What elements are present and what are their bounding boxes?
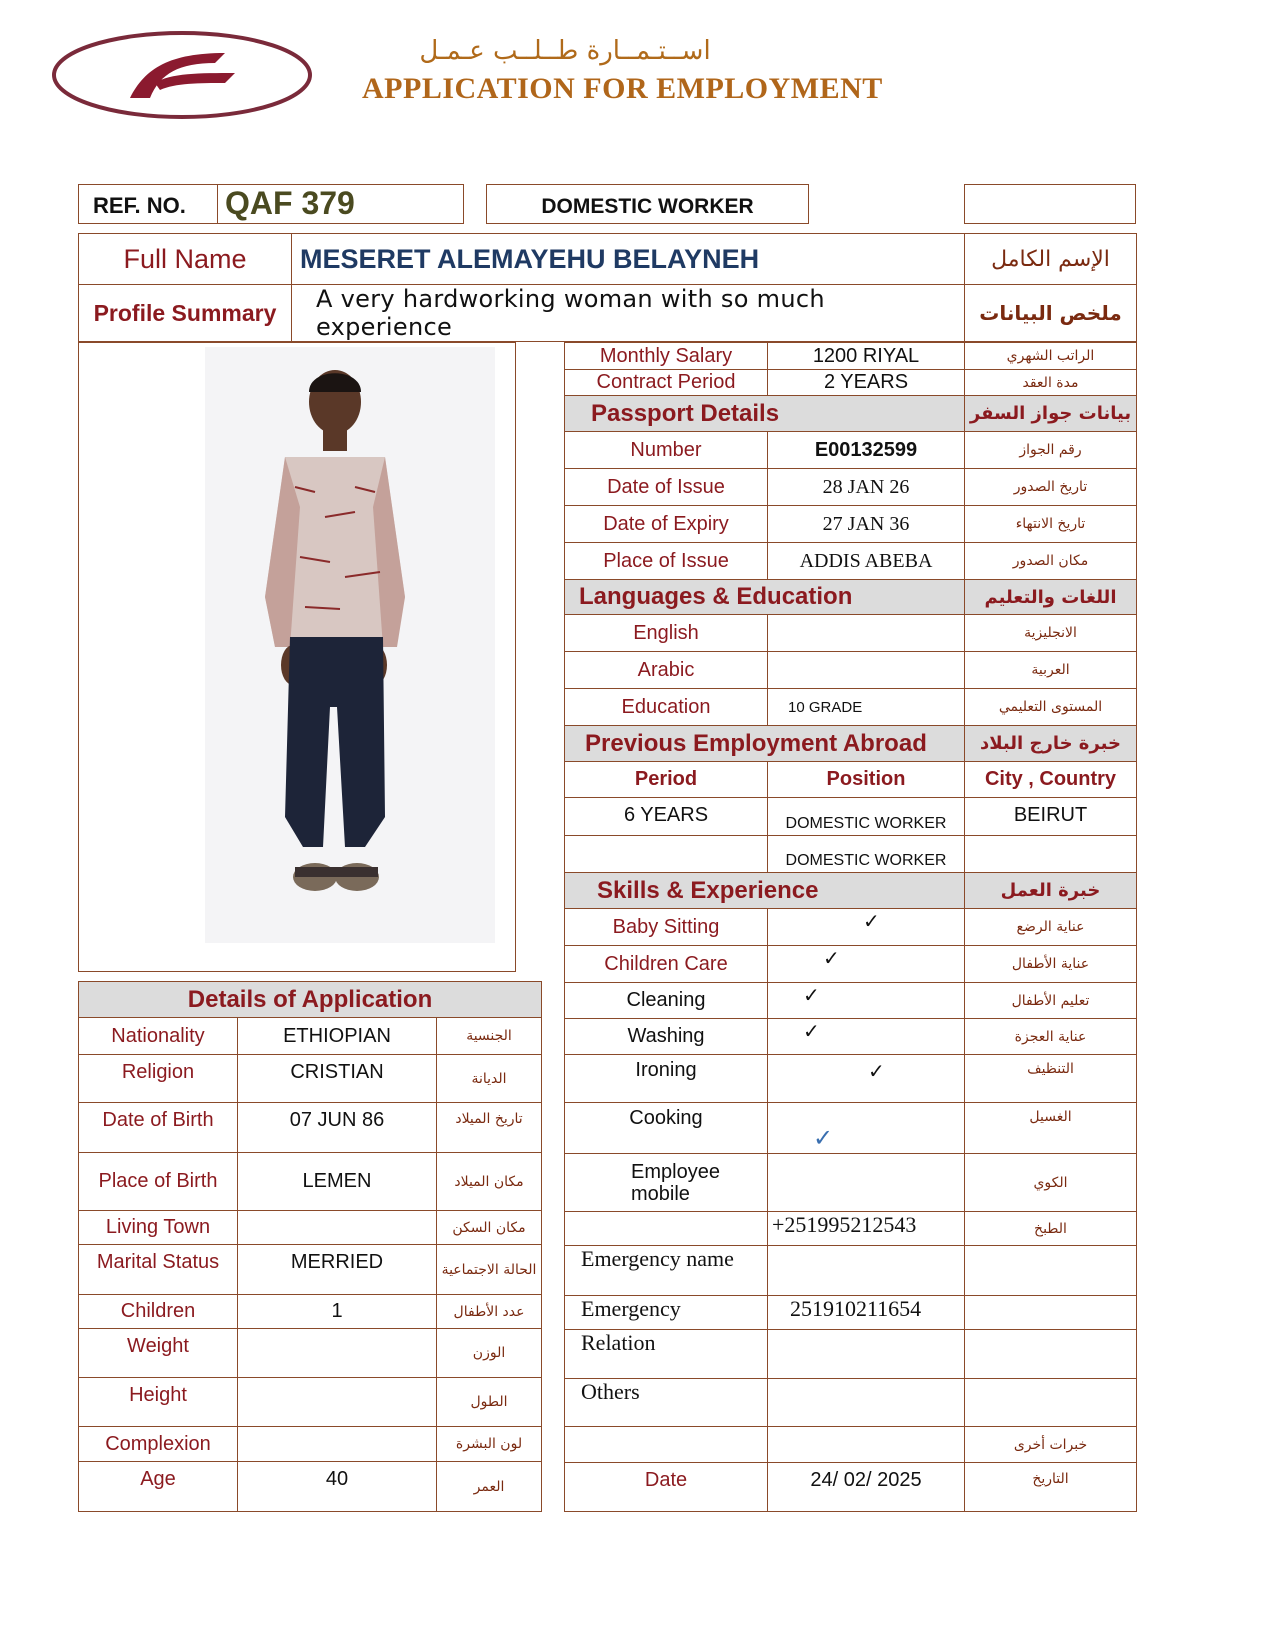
complexion-value bbox=[238, 1427, 437, 1462]
relation-arabic bbox=[965, 1330, 1137, 1379]
skill-children-care-check: ✓ bbox=[768, 946, 965, 983]
living-town-arabic: مكان السكن bbox=[437, 1211, 542, 1245]
skill-cleaning-arabic: تعليم الأطفال bbox=[965, 983, 1137, 1019]
weight-value bbox=[238, 1329, 437, 1378]
other-exp-blank-2 bbox=[768, 1427, 965, 1463]
education-label: Education bbox=[565, 689, 768, 726]
relation-label: Relation bbox=[565, 1330, 768, 1379]
place-of-issue-value: ADDIS ABEBA bbox=[768, 543, 965, 580]
date-of-birth-arabic: تاريخ الميلاد bbox=[437, 1103, 542, 1153]
other-experience-arabic: خبرات أخرى bbox=[965, 1427, 1137, 1463]
english-arabic: الانجليزية bbox=[965, 615, 1137, 652]
emergency-value: 251910211654 bbox=[768, 1296, 965, 1330]
monthly-salary-arabic: الراتب الشهري bbox=[965, 343, 1137, 370]
passport-number-label: Number bbox=[565, 432, 768, 469]
age-value: 40 bbox=[238, 1462, 437, 1512]
date-of-issue-arabic: تاريخ الصدور bbox=[965, 469, 1137, 506]
employment-header-city: City , Country bbox=[965, 762, 1137, 798]
photo-frame bbox=[78, 342, 516, 972]
height-arabic: الطول bbox=[437, 1378, 542, 1427]
employee-mobile-blank bbox=[768, 1154, 965, 1212]
right-table bbox=[564, 342, 1137, 1512]
emergency-arabic bbox=[965, 1296, 1137, 1330]
blank-box bbox=[964, 184, 1136, 224]
skill-ironing-check: ✓ bbox=[768, 1055, 965, 1103]
languages-section-title: Languages & Education bbox=[565, 580, 965, 615]
children-label: Children bbox=[79, 1295, 238, 1329]
cooking-arabic: الطبخ bbox=[965, 1212, 1137, 1246]
applicant-photo bbox=[205, 347, 495, 943]
marital-status-value: MERRIED bbox=[238, 1245, 437, 1295]
emergency-name-label: Emergency name bbox=[565, 1246, 768, 1296]
others-arabic bbox=[965, 1379, 1137, 1427]
date-value: 24/ 02/ 2025 bbox=[768, 1463, 965, 1512]
place-of-birth-arabic: مكان الميلاد bbox=[437, 1153, 542, 1211]
nationality-value: ETHIOPIAN bbox=[238, 1018, 437, 1055]
skill-washing-label: Washing bbox=[565, 1019, 768, 1055]
marital-status-arabic: الحالة الاجتماعية bbox=[437, 1245, 542, 1295]
position-box bbox=[486, 184, 809, 224]
date-of-expiry-arabic: تاريخ الانتهاء bbox=[965, 506, 1137, 543]
employment-header-position: Position bbox=[768, 762, 965, 798]
place-of-birth-label: Place of Birth bbox=[79, 1153, 238, 1211]
contract-period-arabic: مدة العقد bbox=[965, 370, 1137, 396]
full-name-label: Full Name bbox=[79, 234, 292, 285]
profile-summary-value: A very hardworking woman with so much experience bbox=[292, 285, 965, 342]
skill-cleaning-label: Cleaning bbox=[565, 983, 768, 1019]
other-exp-blank-1 bbox=[565, 1427, 768, 1463]
profile-summary-arabic: ملخص البيانات bbox=[965, 285, 1137, 342]
details-table bbox=[78, 981, 542, 1512]
passport-number-value: E00132599 bbox=[768, 432, 965, 469]
education-arabic: المستوى التعليمي bbox=[965, 689, 1137, 726]
skill-children-care-arabic: عناية الأطفال bbox=[965, 946, 1137, 983]
name-table bbox=[78, 233, 1137, 342]
age-arabic: العمر bbox=[437, 1462, 542, 1512]
ref-box bbox=[78, 184, 464, 224]
ref-divider bbox=[217, 185, 218, 223]
emergency-name-value bbox=[768, 1246, 965, 1296]
nationality-arabic: الجنسية bbox=[437, 1018, 542, 1055]
date-of-expiry-label: Date of Expiry bbox=[565, 506, 768, 543]
passport-number-arabic: رقم الجواز bbox=[965, 432, 1137, 469]
emergency-label: Emergency bbox=[565, 1296, 768, 1330]
date-of-expiry-value: 27 JAN 36 bbox=[768, 506, 965, 543]
company-logo bbox=[50, 28, 315, 123]
passport-section-title: Passport Details bbox=[565, 396, 965, 432]
religion-value: CRISTIAN bbox=[238, 1055, 437, 1103]
arabic-label: Arabic bbox=[565, 652, 768, 689]
skill-baby-sitting-check: ✓ bbox=[768, 909, 965, 946]
height-label: Height bbox=[79, 1378, 238, 1427]
place-of-issue-arabic: مكان الصدور bbox=[965, 543, 1137, 580]
place-of-birth-value: LEMEN bbox=[238, 1153, 437, 1211]
religion-arabic: الديانة bbox=[437, 1055, 542, 1103]
skill-children-care-label: Children Care bbox=[565, 946, 768, 983]
living-town-value bbox=[238, 1211, 437, 1245]
living-town-label: Living Town bbox=[79, 1211, 238, 1245]
others-value bbox=[768, 1379, 965, 1427]
employment-period-2 bbox=[565, 836, 768, 873]
employment-position-1: DOMESTIC WORKER bbox=[768, 798, 965, 836]
date-label: Date bbox=[565, 1463, 768, 1512]
others-label: Others bbox=[565, 1379, 768, 1427]
education-value: 10 GRADE bbox=[768, 689, 965, 726]
age-label: Age bbox=[79, 1462, 238, 1512]
employment-section-arabic: خبرة خارج البلاد bbox=[965, 726, 1137, 762]
skill-cooking-check: ✓ bbox=[768, 1103, 965, 1154]
profile-summary-label: Profile Summary bbox=[79, 285, 292, 342]
skill-baby-sitting-label: Baby Sitting bbox=[565, 909, 768, 946]
english-value bbox=[768, 615, 965, 652]
weight-label: Weight bbox=[79, 1329, 238, 1378]
date-of-issue-value: 28 JAN 26 bbox=[768, 469, 965, 506]
skill-cooking-label: Cooking bbox=[565, 1103, 768, 1154]
skill-cooking-arabic: الغسيل bbox=[965, 1103, 1137, 1154]
skill-cleaning-check: ✓ bbox=[768, 983, 965, 1019]
date-arabic: التاريخ bbox=[965, 1463, 1137, 1512]
arabic-arabic: العربية bbox=[965, 652, 1137, 689]
complexion-label: Complexion bbox=[79, 1427, 238, 1462]
skills-section-arabic: خبرة العمل bbox=[965, 873, 1137, 909]
skills-section-title: Skills & Experience bbox=[565, 873, 965, 909]
date-of-birth-label: Date of Birth bbox=[79, 1103, 238, 1153]
skill-baby-sitting-arabic: عناية الرضع bbox=[965, 909, 1137, 946]
skill-washing-arabic: عناية العجزة bbox=[965, 1019, 1137, 1055]
skill-ironing-arabic: التنظيف bbox=[965, 1055, 1137, 1103]
employee-mobile-label: Employee mobile bbox=[565, 1154, 768, 1212]
employment-section-title: Previous Employment Abroad bbox=[565, 726, 965, 762]
employment-position-2: DOMESTIC WORKER bbox=[768, 836, 965, 873]
english-label: English bbox=[565, 615, 768, 652]
contract-period-label: Contract Period bbox=[565, 370, 768, 396]
monthly-salary-label: Monthly Salary bbox=[565, 343, 768, 370]
employment-header-period: Period bbox=[565, 762, 768, 798]
marital-status-label: Marital Status bbox=[79, 1245, 238, 1295]
arabic-title: اســتـمــارة طــلــب عـمـل bbox=[419, 36, 711, 66]
children-value: 1 bbox=[238, 1295, 437, 1329]
arabic-value bbox=[768, 652, 965, 689]
contract-period-value: 2 YEARS bbox=[768, 370, 965, 396]
employment-period-1: 6 YEARS bbox=[565, 798, 768, 836]
place-of-issue-label: Place of Issue bbox=[565, 543, 768, 580]
weight-arabic: الوزن bbox=[437, 1329, 542, 1378]
employment-city-1: BEIRUT bbox=[965, 798, 1137, 836]
page-title: APPLICATION FOR EMPLOYMENT bbox=[362, 72, 883, 105]
position-label: DOMESTIC WORKER bbox=[541, 195, 754, 218]
passport-section-arabic: بيانات جواز السفر bbox=[965, 396, 1137, 432]
date-of-issue-label: Date of Issue bbox=[565, 469, 768, 506]
mobile-row-blank bbox=[565, 1212, 768, 1246]
ref-number: QAF 379 bbox=[225, 185, 355, 221]
skill-ironing-label: Ironing bbox=[565, 1055, 768, 1103]
languages-section-arabic: اللغات والتعليم bbox=[965, 580, 1137, 615]
relation-value bbox=[768, 1330, 965, 1379]
employee-mobile-value: +251995212543 bbox=[768, 1212, 965, 1246]
full-name-value: MESERET ALEMAYEHU BELAYNEH bbox=[292, 234, 965, 285]
date-of-birth-value: 07 JUN 86 bbox=[238, 1103, 437, 1153]
religion-label: Religion bbox=[79, 1055, 238, 1103]
height-value bbox=[238, 1378, 437, 1427]
children-arabic: عدد الأطفال bbox=[437, 1295, 542, 1329]
details-section-title: Details of Application bbox=[79, 982, 542, 1018]
nationality-label: Nationality bbox=[79, 1018, 238, 1055]
monthly-salary-value: 1200 RIYAL bbox=[768, 343, 965, 370]
ref-label: REF. NO. bbox=[93, 193, 186, 218]
full-name-arabic: الإسم الكامل bbox=[965, 234, 1137, 285]
skill-washing-check: ✓ bbox=[768, 1019, 965, 1055]
employee-mobile-arabic: الكوي bbox=[965, 1154, 1137, 1212]
employment-city-2 bbox=[965, 836, 1137, 873]
complexion-arabic: لون البشرة bbox=[437, 1427, 542, 1462]
emergency-name-arabic bbox=[965, 1246, 1137, 1296]
